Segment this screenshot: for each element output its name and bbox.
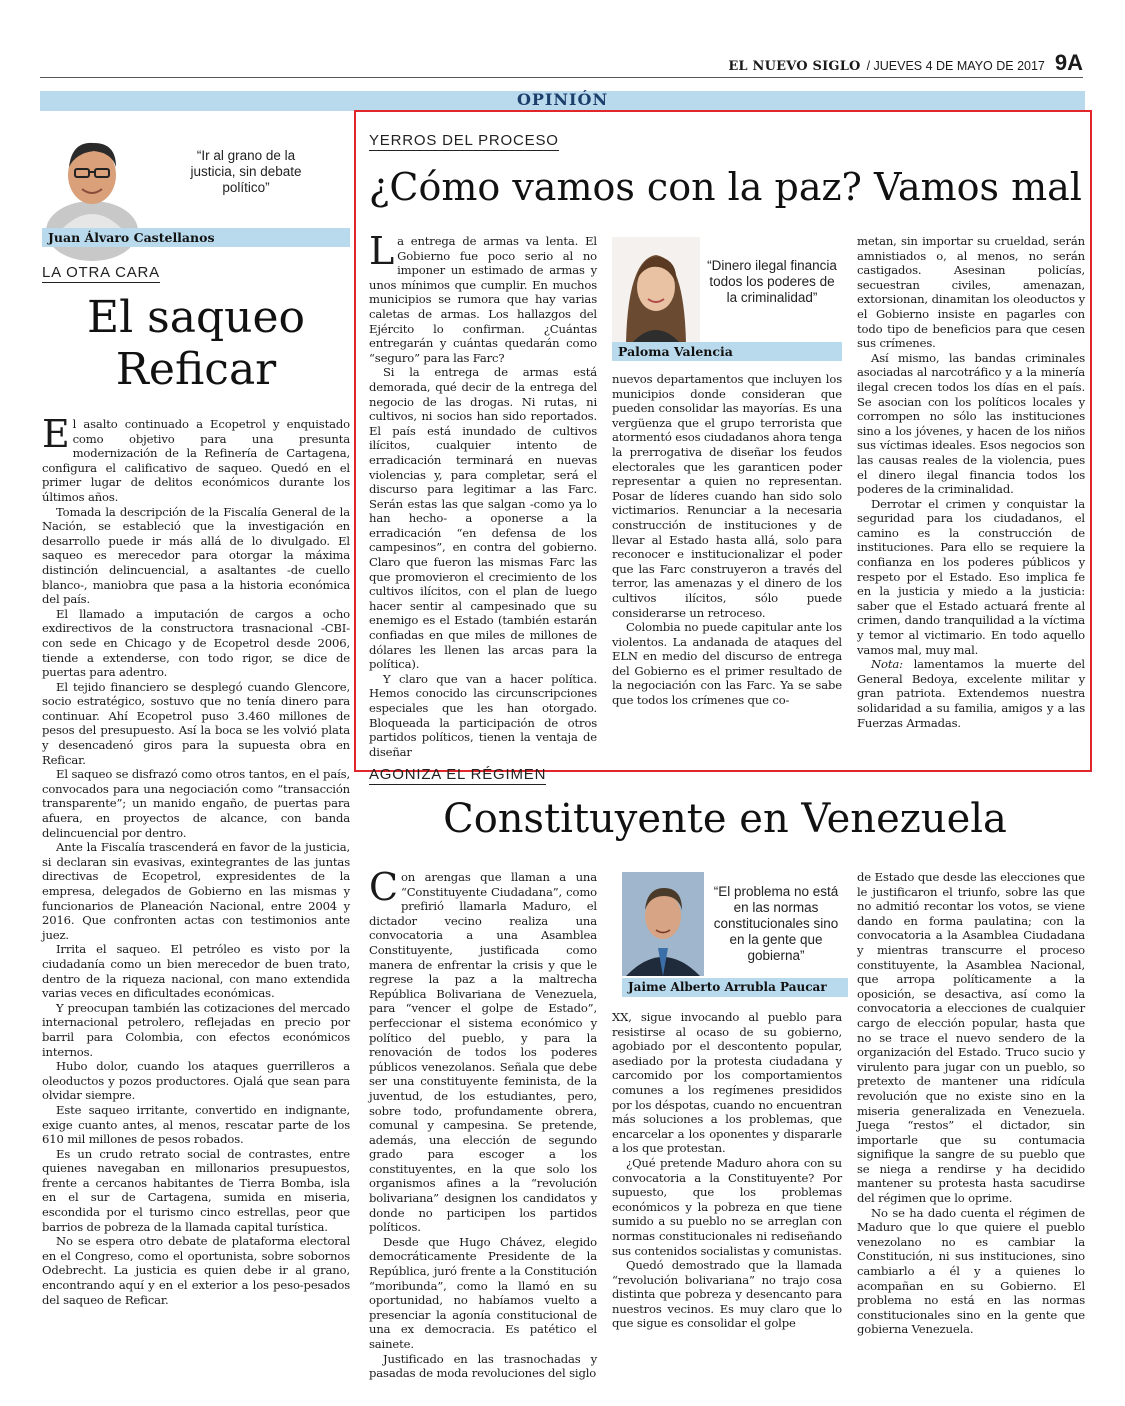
paragraph: Derrotar el crimen y conquistar la seguridad para los ciudadanos, el camino es la construcción de instituciones. Para ello se requiere la confianza en los poderes públicos y respeto por el Estado. Eso implica fe en la justicia y miedo a la justicia: saber que el Estado actuará frente al crimen, dando tranquilidad a la víctima y temor al victimario. En todo aquello vamos mal, muy mal. [857,496,1085,657]
paragraph: No se espera otro debate de plataforma electoral en el Congreso, como el oportunista, sobre sobornos Odebrecht. La justicia es quien debe ir al grano, encontrando aquí y en el exterior a los peso-pesados del saqueo de Reficar. [42,1234,350,1307]
author-photo-castellanos [42,127,140,231]
paragraph: ¿Qué pretende Maduro ahora con su convocatoria a la Constituyente? Por supuesto, que los problemas económicos y la pobreza en que tiene sumido a su pueblo no se arreglan con normas constitucionales ni rediseñando sus contenidos socialistas y comunistas. [612,1155,842,1258]
venezuela-column-3 [857,870,1085,1375]
paragraph: Es un crudo retrato social de contrastes, entre quienes navegaban en millonarios presupuestos, frente a cercanos habitantes de Tierra Bomba, isla en el sur de Cartagena, sumida en miseria, escondida por el turismo cinco estrellas, peor que barrios de pobreza de la llamada capital turística. [42,1146,350,1234]
paper-name: EL NUEVO SIGLO [728,59,861,74]
author-byline-castellanos: Juan Álvaro Castellanos [42,228,350,247]
paragraph: Justificado en las trasnochadas y pasadas de moda revoluciones del siglo [369,1351,597,1381]
paragraph: Con arengas que llaman a una “Constituyente Ciudadana”, como prefirió llamarla Maduro, el dictador vecino realiza una convocatoria a una Asamblea Constituyente, justificada como manera de enfrentar la crisis y que le regrese la paz a la maltrecha República Bolivariana de Venezuela, para “vencer el golpe de Estado”, perfeccionar el sistema económico y político del pueblo, y para la renovación de todos los poderes públicos venezolanos. Señala que debe ser una constituyente feminista, de la juventud, de los estudiantes, pero, sobre todo, profundamente obrera, comunal y campesina. Se pretende, además, una elección de segundo grado para escoger a los constituyentes, en la que solo los organismos afines a la “revolución bolivariana” designen los candidatos y donde no participen los partidos políticos. [369,865,597,1235]
author-quote-castellanos: “Ir al grano de la justicia, sin debate político” [190,148,302,195]
paragraph: Y preocupan también las cotizaciones del mercado internacional petrolero, reflejadas en precio por barril para Colombia, con efectos económicos internos. [42,1000,350,1059]
issue-date: / JUEVES 4 DE MAYO DE 2017 [866,59,1045,73]
paragraph: nuevos departamentos que incluyen los municipios donde consideran que pueden consolidar las mayorías. Es una vergüenza que el grupo terrorista que atormentó esos ciudadanos ahora tenga la prerrogativa de diseñar los feudos electorales que les garanticen poder representar a quien no representan. Posar de líderes cuando han sido solo victimarios. Renunciar a la necesaria construcción de instituciones y de llevar al Estado hasta allá, solo para reconocer e institucionalizar el poder que las Farc construyeron a través del terror, las amenazas y el dinero de los cultivos ilícitos, sólo puede considerarse un retroceso. [612,372,842,620]
paz-column-1 [369,229,597,759]
headline-saqueo-reficar [42,292,350,396]
paragraph: Desde que Hugo Chávez, elegido democráticamente Presidente de la República, juró frente a la Constitución “moribunda”, como la llamó en su oportunidad, no habíamos vuelto a presenciar la agonía constitucional de una ex democracia. Es patético el sainete. [369,1234,597,1351]
dropcap: L [369,229,395,273]
venezuela-column-1 [369,865,597,1381]
paragraph: Tomada la descripción de la Fiscalía General de la Nación, se estableció que la investigación en desarrollo puede ir más allá de lo divulgado. El saqueo es merecedor para otorgar la máxima distinción delincuencial, a asaltantes -de cuello blanco-, maniobra que pasa a la historia económica del país. [42,504,350,607]
top-rule [40,77,1083,78]
portrait-icon [42,127,140,231]
author-photo-valencia [612,237,700,343]
paragraph: Si la entrega de armas está demorada, qué decir de la entrega del negocio de las drogas. Ni rutas, ni cultivos, ni socios han sido reportados. El país está inundado de cultivos ilícitos, cualquier intento de erradicación terminará en nuevas violencias y, para completar, será el discurso para legitimar a las Farc. Serán estas las que salgan -como ya lo han hecho- a oponerse a la erradicación “en defensa de los campesinos”, en contra del gobierno. Claro que fueron las mismas Farc las que promovieron el crecimiento de los cultivos ilícitos, con el plan de luego hacer sentir al campesinado que su enemigo es el Estado (también estarán confiadas en que miles de millones de dólares les llenen las arcas para la política). [369,365,597,672]
dropcap: E [42,412,70,456]
paragraph: Hubo dolor, cuando los ataques guerrilleros a oleoductos y pozos productores. Ojalá que sean para olvidar siempre. [42,1059,350,1103]
paragraph: de Estado que desde las elecciones que le justificaron el triunfo, sobre las que no admitió recontar los votos, se viene dando en forma paulatina; con la convocatoria a la Asamblea Ciudadana y mientras transcurre el proceso constituyente, la Asamblea Nacional, que arropa políticamente a la oposición, se desactiva, así como la convocatoria a elecciones de cualquier cargo de elección popular, hasta que no se trace el nuevo sendero de la organización del Estado. Truco sucio y virulento para jugar con un pueblo, so pretexto de mantener una ridícula revolución que no existe sino en la miseria generalizada en Venezuela. Juega “restos” el dictador, sin importarle que su contumacia signifique la sangre de su pueblo que se niega a rendirse y ha decidido mantener su protesta hasta sacudirse del régimen que lo oprime. [857,870,1085,1206]
headline-venezuela: Constituyente en Venezuela [443,796,1007,842]
paragraph: Así mismo, las bandas criminales asociadas al narcotráfico y a la minería ilegal crecen todos los días en el país. Se asocian con los políticos locales y corrompen no sólo las instituciones sino a los jóvenes, y hacen de los niños sus víctimas ideales. Esos negocios son las causas reales de la violencia, pues el dinero ilegal financia todos los poderes de la criminalidad. [857,350,1085,497]
paragraph: Colombia no puede capitular ante los violentos. La andanada de ataques del ELN en medio del discurso de entrega del Gobierno es el primer resultado de la negociación con las Farc. Ya se sabe que todos los crímenes que co- [612,620,842,708]
section-label: OPINIÓN [516,90,609,109]
paragraph: Ante la Fiscalía trascenderá en favor de la justicia, si declaran sin evasivas, exintegrantes de las juntas directivas de Ecopetrol, expresidentes de la empresa, delegados de Gobierno en las mismas y funcionarios de Planeación Nacional, entre 2004 y 2016. Que confronten actas con testimonios ante juez. [42,840,350,942]
kicker-agoniza-el-regimen: AGONIZA EL RÉGIMEN [369,766,547,783]
paz-column-3 [857,234,1085,742]
author-byline-arrubla: Jaime Alberto Arrubla Paucar [622,978,848,997]
paragraph: XX, sigue invocando al pueblo para resistirse al ocaso de su gobierno, agobiado por el descontento popular, asediado por la protesta ciudadana y carcomido por los comportamientos comunes a los regímenes presididos por los déspotas, cuando no encuentran más soluciones a los problemas, que encarcelar a los oponentes y dispararle a los que protestan. [612,1010,842,1156]
paragraph: El saqueo se disfrazó como otros tantos, en el país, convocados para una negociación como “transacción transparente”; un manido engaño, de puertas para afuera, en proyectos de alcance, con banda delincuencial por dentro. [42,767,350,840]
kicker-yerros-del-proceso: YERROS DEL PROCESO [369,132,559,149]
paragraph: Irrita el saqueo. El petróleo es visto por la ciudadanía como un bien merecedor de buen trato, dentro de la riqueza nacional, con mano extendida varias veces en dificultades económicas. [42,942,350,1001]
paragraph: metan, sin importar su crueldad, serán amnistiados o, al menos, no serán castigados. Asesinan policías, secuestran civiles, amenazan, extorsionan, dinamitan los oleoductos y el Gobierno insiste en pagarles con todo tipo de beneficios para que cesen sus crímenes. [857,234,1085,351]
author-byline-valencia: Paloma Valencia [612,342,842,361]
article-body-reficar [42,412,350,1357]
venezuela-column-2 [612,1010,842,1375]
author-quote-arrubla: “El problema no está en las normas constitucionales sino en la gente que gobierna” [713,884,839,963]
paragraph: Y claro que van a hacer política. Hemos conocido las circunscripciones especiales que les han otorgado. Bloqueada la participación de otros partidos políticos, tienen la ventaja de diseñar [369,671,597,759]
paragraph: El tejido financiero se desplegó cuando Glencore, socio estratégico, sostuvo que no tenía dinero para continuar. Ahí Ecopetrol puso 3.460 millones de pesos del presupuesto. Así la boca se les volvió plata y desencadenó giros para la supuesta obra en Reficar. [42,679,350,767]
dropcap: C [369,865,398,909]
paragraph: Este saqueo irritante, convertido en indignante, exige cuanto antes, al menos, rescatar parte de los 610 mil millones de pesos robados. [42,1102,350,1147]
paragraph: La entrega de armas va lenta. El Gobierno fue poco serio al no imponer un estimado de armas y unos mínimos que cumplir. En muchos municipios se rumora que hay varias caletas de armas. Los hallazgos del Ejército lo confirman. ¿Cuántas entregarán y cuántas quedarán como “seguro” para las Farc? [369,229,597,365]
author-photo-arrubla [622,872,704,976]
paragraph: No se ha dado cuenta el régimen de Maduro que lo que quiere el pueblo venezolano no es cambiar la Constitución, ni sus instituciones, sino cambiarlo a él y a quienes lo acompañan en su Gobierno. El problema no está en las normas constitucionales sino en la gente que gobierna Venezuela. [857,1205,1085,1337]
kicker-la-otra-cara: LA OTRA CARA [42,264,160,281]
portrait-icon [612,237,700,343]
headline-line-2: Reficar [115,344,277,395]
paragraph: Quedó demostrado que la llamada “revolución bolivariana” no trajo cosa distinta que pobreza y desencanto para nuestros vecinos. Es muy claro que lo que sigue es consolidar el golpe [612,1258,842,1331]
author-quote-valencia: “Dinero ilegal financia todos los poderes de la criminalidad” [707,258,837,305]
paragraph: El llamado a imputación de cargos a ocho exdirectivos de la constructora trasnacional -CBI- con sede en Chicago y de Ecopetrol desde 2006, tiende a extenderse, con todo rigor, se dice de puertas para adentro. [42,606,350,680]
headline-paz: ¿Cómo vamos con la paz? Vamos mal [369,165,1082,209]
paz-column-2 [612,372,842,742]
paragraph: El asalto continuado a Ecopetrol y enquistado como objetivo para una presunta modernización de la Refinería de Cartagena, configura el calificativo de saqueo. Quedó en el primer lugar de delitos económicos durante los últimos años. [42,412,350,504]
headline-line-1: El saqueo [86,292,306,343]
note-label: Nota: [871,657,903,672]
editor-note: Nota: lamentamos la muerte del General Bedoya, excelente militar y gran patriota. Extendemos nuestra solidaridad a su familia, amigos y a las Fuerzas Armadas. [857,657,1085,730]
page-number: 9A [1054,50,1083,75]
portrait-icon [622,872,704,976]
masthead [728,50,1083,74]
